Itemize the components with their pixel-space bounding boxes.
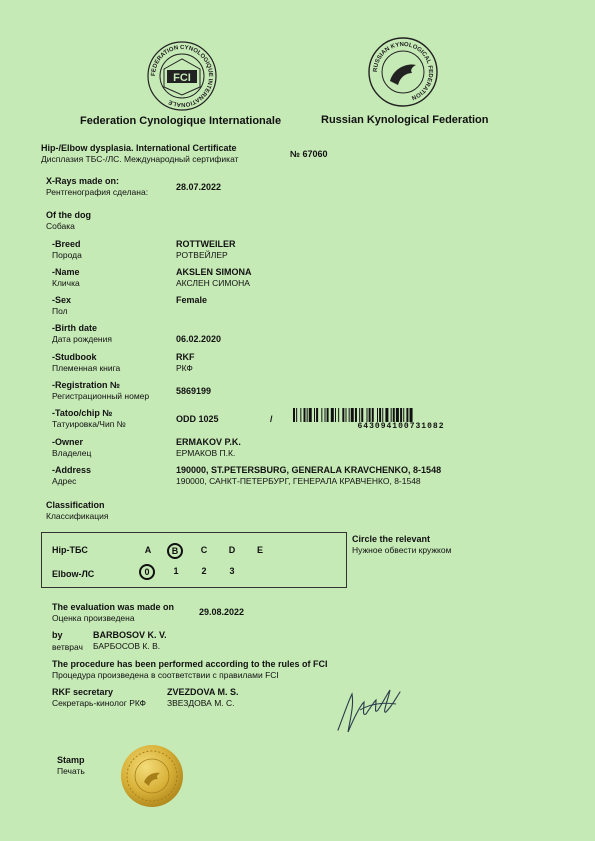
instruction-ru: Нужное обвести кружком: [352, 545, 452, 555]
certificate-title-en: Hip-/Elbow dysplasia. International Certificate: [41, 143, 237, 153]
barcode-bar: [293, 408, 295, 422]
barcode-bar: [385, 408, 388, 422]
barcode-bar: [396, 408, 399, 422]
signature-image: [330, 680, 410, 740]
field-value-en: RKF: [176, 352, 195, 362]
barcode-bar: [355, 408, 357, 422]
barcode-bar: [367, 408, 368, 422]
barcode-bar: [346, 408, 347, 422]
classification-label-ru: Классификация: [46, 511, 109, 521]
barcode-bar: [314, 408, 315, 422]
xrays-label-en: X-Rays made on:: [46, 176, 120, 186]
stamp-label-en: Stamp: [57, 755, 85, 765]
barcode-bar: [327, 408, 329, 422]
field-value-en: ERMAKOV P.K.: [176, 437, 241, 447]
barcode-bar: [304, 408, 306, 422]
field-value-en: Female: [176, 295, 208, 305]
barcode-bar: [406, 408, 408, 422]
barcode-bar: [296, 408, 297, 422]
barcode-bar: [379, 408, 381, 422]
field-value-ru: РКФ: [176, 363, 193, 373]
secretary-label-ru: Секретарь-кинолог РКФ: [52, 698, 147, 708]
field-registration: [50, 380, 550, 404]
hip-grade-c: C: [200, 545, 208, 555]
field-label-en: -Address: [52, 465, 92, 475]
rkf-logo: [368, 37, 438, 107]
field-label-ru: Владелец: [52, 448, 92, 458]
barcode-bar: [369, 408, 371, 422]
secretary-name-ru: ЗВЕЗДОВА М. С.: [167, 698, 235, 708]
field-value-en: AKSLEN SIMONA: [176, 267, 252, 277]
fci-logo-center-text: FCI: [173, 72, 191, 84]
certificate-number: № 67060: [290, 149, 328, 159]
field-address: [50, 465, 550, 489]
procedure-text-en: The procedure has been performed according to the rules of FCI: [52, 659, 328, 669]
field-value-ru: 06.02.2020: [176, 334, 222, 344]
greyhound-head-icon: [390, 65, 416, 85]
dog-section-label-en: Of the dog: [46, 210, 91, 220]
barcode-number: 643094100731082: [357, 422, 445, 431]
barcode-bar: [349, 408, 350, 422]
barcode-bar: [377, 408, 378, 422]
field-value-ru: АКСЛЕН СИМОНА: [176, 278, 250, 288]
hip-grade-a: A: [144, 545, 152, 555]
instruction-en: Circle the relevant: [352, 534, 431, 544]
field-label-en: -Owner: [52, 437, 84, 447]
field-label-ru: Татуировка/Чип №: [52, 419, 126, 429]
field-value-en: ODD 1025: [176, 414, 219, 424]
barcode-bar: [325, 408, 326, 422]
field-studbook: [50, 352, 550, 376]
barcode-bar: [393, 408, 395, 422]
chip-barcode: [293, 408, 509, 422]
fci-org-name: Federation Cynologique Internationale: [80, 115, 282, 127]
vet-name-en: BARBOSOV K. V.: [93, 630, 167, 640]
rkf-org-name: Russian Kynological Federation: [321, 114, 489, 126]
field-value-ru: ЕРМАКОВ П.К.: [176, 448, 236, 458]
barcode-bar: [359, 408, 360, 422]
field-label-en: -Breed: [52, 239, 81, 249]
field-label-en: -Birth date: [52, 323, 97, 333]
field-value-ru: РОТВЕЙЛЕР: [176, 250, 228, 260]
procedure-text-ru: Процедура произведена в соответствии с правилами FCI: [52, 670, 279, 680]
evaluation-label-ru: Оценка произведена: [52, 613, 135, 623]
barcode-bar: [382, 408, 383, 422]
barcode-bar: [361, 408, 363, 422]
secretary-name-en: ZVEZDOVA M. S.: [167, 687, 239, 697]
elbow-grade-1: 1: [173, 566, 179, 576]
field-birth-date: [50, 323, 550, 347]
barcode-bar: [335, 408, 336, 422]
evaluation-label-en: The evaluation was made on: [52, 602, 175, 612]
elbow-grade-0: 0: [139, 564, 155, 580]
vet-by-ru: ветврач: [52, 642, 83, 652]
xrays-date: 28.07.2022: [176, 182, 222, 192]
field-breed: [50, 239, 550, 263]
classification-label-en: Classification: [46, 500, 105, 510]
field-label-ru: Племенная книга: [52, 363, 121, 373]
barcode-bar: [342, 408, 344, 422]
barcode-bar: [372, 408, 374, 422]
fci-logo: [147, 41, 217, 111]
stamp-label-ru: Печать: [57, 766, 85, 776]
field-value-ru: 5869199: [176, 386, 212, 396]
chip-separator: /: [270, 414, 273, 424]
field-label-ru: Порода: [52, 250, 82, 260]
field-label-en: -Sex: [52, 295, 72, 305]
field-label-en: -Registration №: [52, 380, 121, 390]
barcode-bar: [331, 408, 334, 422]
barcode-bar: [309, 408, 312, 422]
barcode-bar: [391, 408, 392, 422]
elbow-grade-3: 3: [229, 566, 235, 576]
field-label-ru: Адрес: [52, 476, 77, 486]
fci-logo-ring-text: FEDERATION CYNOLOGIQUE INTERNATIONALE: [150, 44, 214, 108]
field-label-ru: Регистрационный номер: [52, 391, 150, 401]
rkf-logo-ring-text: RUSSIAN KYNOLOGICAL FEDERATION: [372, 41, 434, 101]
dog-section-label-ru: Собака: [46, 221, 75, 231]
barcode-bar: [410, 408, 413, 422]
evaluation-date: 29.08.2022: [199, 607, 245, 617]
barcode-bar: [351, 408, 354, 422]
certificate-title-ru: Дисплазия ТБС-/ЛС. Международный сертификат: [41, 154, 239, 164]
classification-box: [41, 532, 347, 588]
barcode-bar: [400, 408, 402, 422]
xrays-label-ru: Рентгенография сделана:: [46, 187, 149, 197]
barcode-bar: [316, 408, 318, 422]
elbow-grade-2: 2: [201, 566, 207, 576]
field-owner: [50, 437, 550, 461]
field-value-en: ROTTWEILER: [176, 239, 236, 249]
field-value-ru: 190000, САНКТ-ПЕТЕРБУРГ, ГЕНЕРАЛА КРАВЧЕНКО, 8-1548: [176, 476, 421, 486]
hip-grade-d: D: [228, 545, 236, 555]
hip-grade-e: E: [256, 545, 263, 555]
field-name: [50, 267, 550, 291]
field-label-ru: Кличка: [52, 278, 80, 288]
field-value-en: 190000, ST.PETERSBURG, GENERALA KRAVCHENKO, 8-1548: [176, 465, 442, 475]
barcode-bar: [307, 408, 308, 422]
hip-grade-b: B: [167, 543, 183, 559]
field-sex: [50, 295, 550, 319]
gold-seal-icon: [120, 744, 184, 808]
vet-name-ru: БАРБОСОВ К. В.: [93, 641, 161, 651]
field-label-ru: Дата рождения: [52, 334, 112, 344]
field-label-ru: Пол: [52, 306, 68, 316]
field-label-en: -Tatoo/chip №: [52, 408, 113, 418]
field-label-en: -Name: [52, 267, 80, 277]
vet-by-en: by: [52, 630, 63, 640]
barcode-bar: [403, 408, 404, 422]
barcode-bar: [338, 408, 339, 422]
barcode-bar: [300, 408, 301, 422]
elbow-label: Elbow-ЛС: [52, 569, 95, 579]
secretary-label-en: RKF secretary: [52, 687, 114, 697]
field-label-en: -Studbook: [52, 352, 97, 362]
barcode-bar: [321, 408, 322, 422]
hip-label: Hip-ТБС: [52, 545, 88, 555]
